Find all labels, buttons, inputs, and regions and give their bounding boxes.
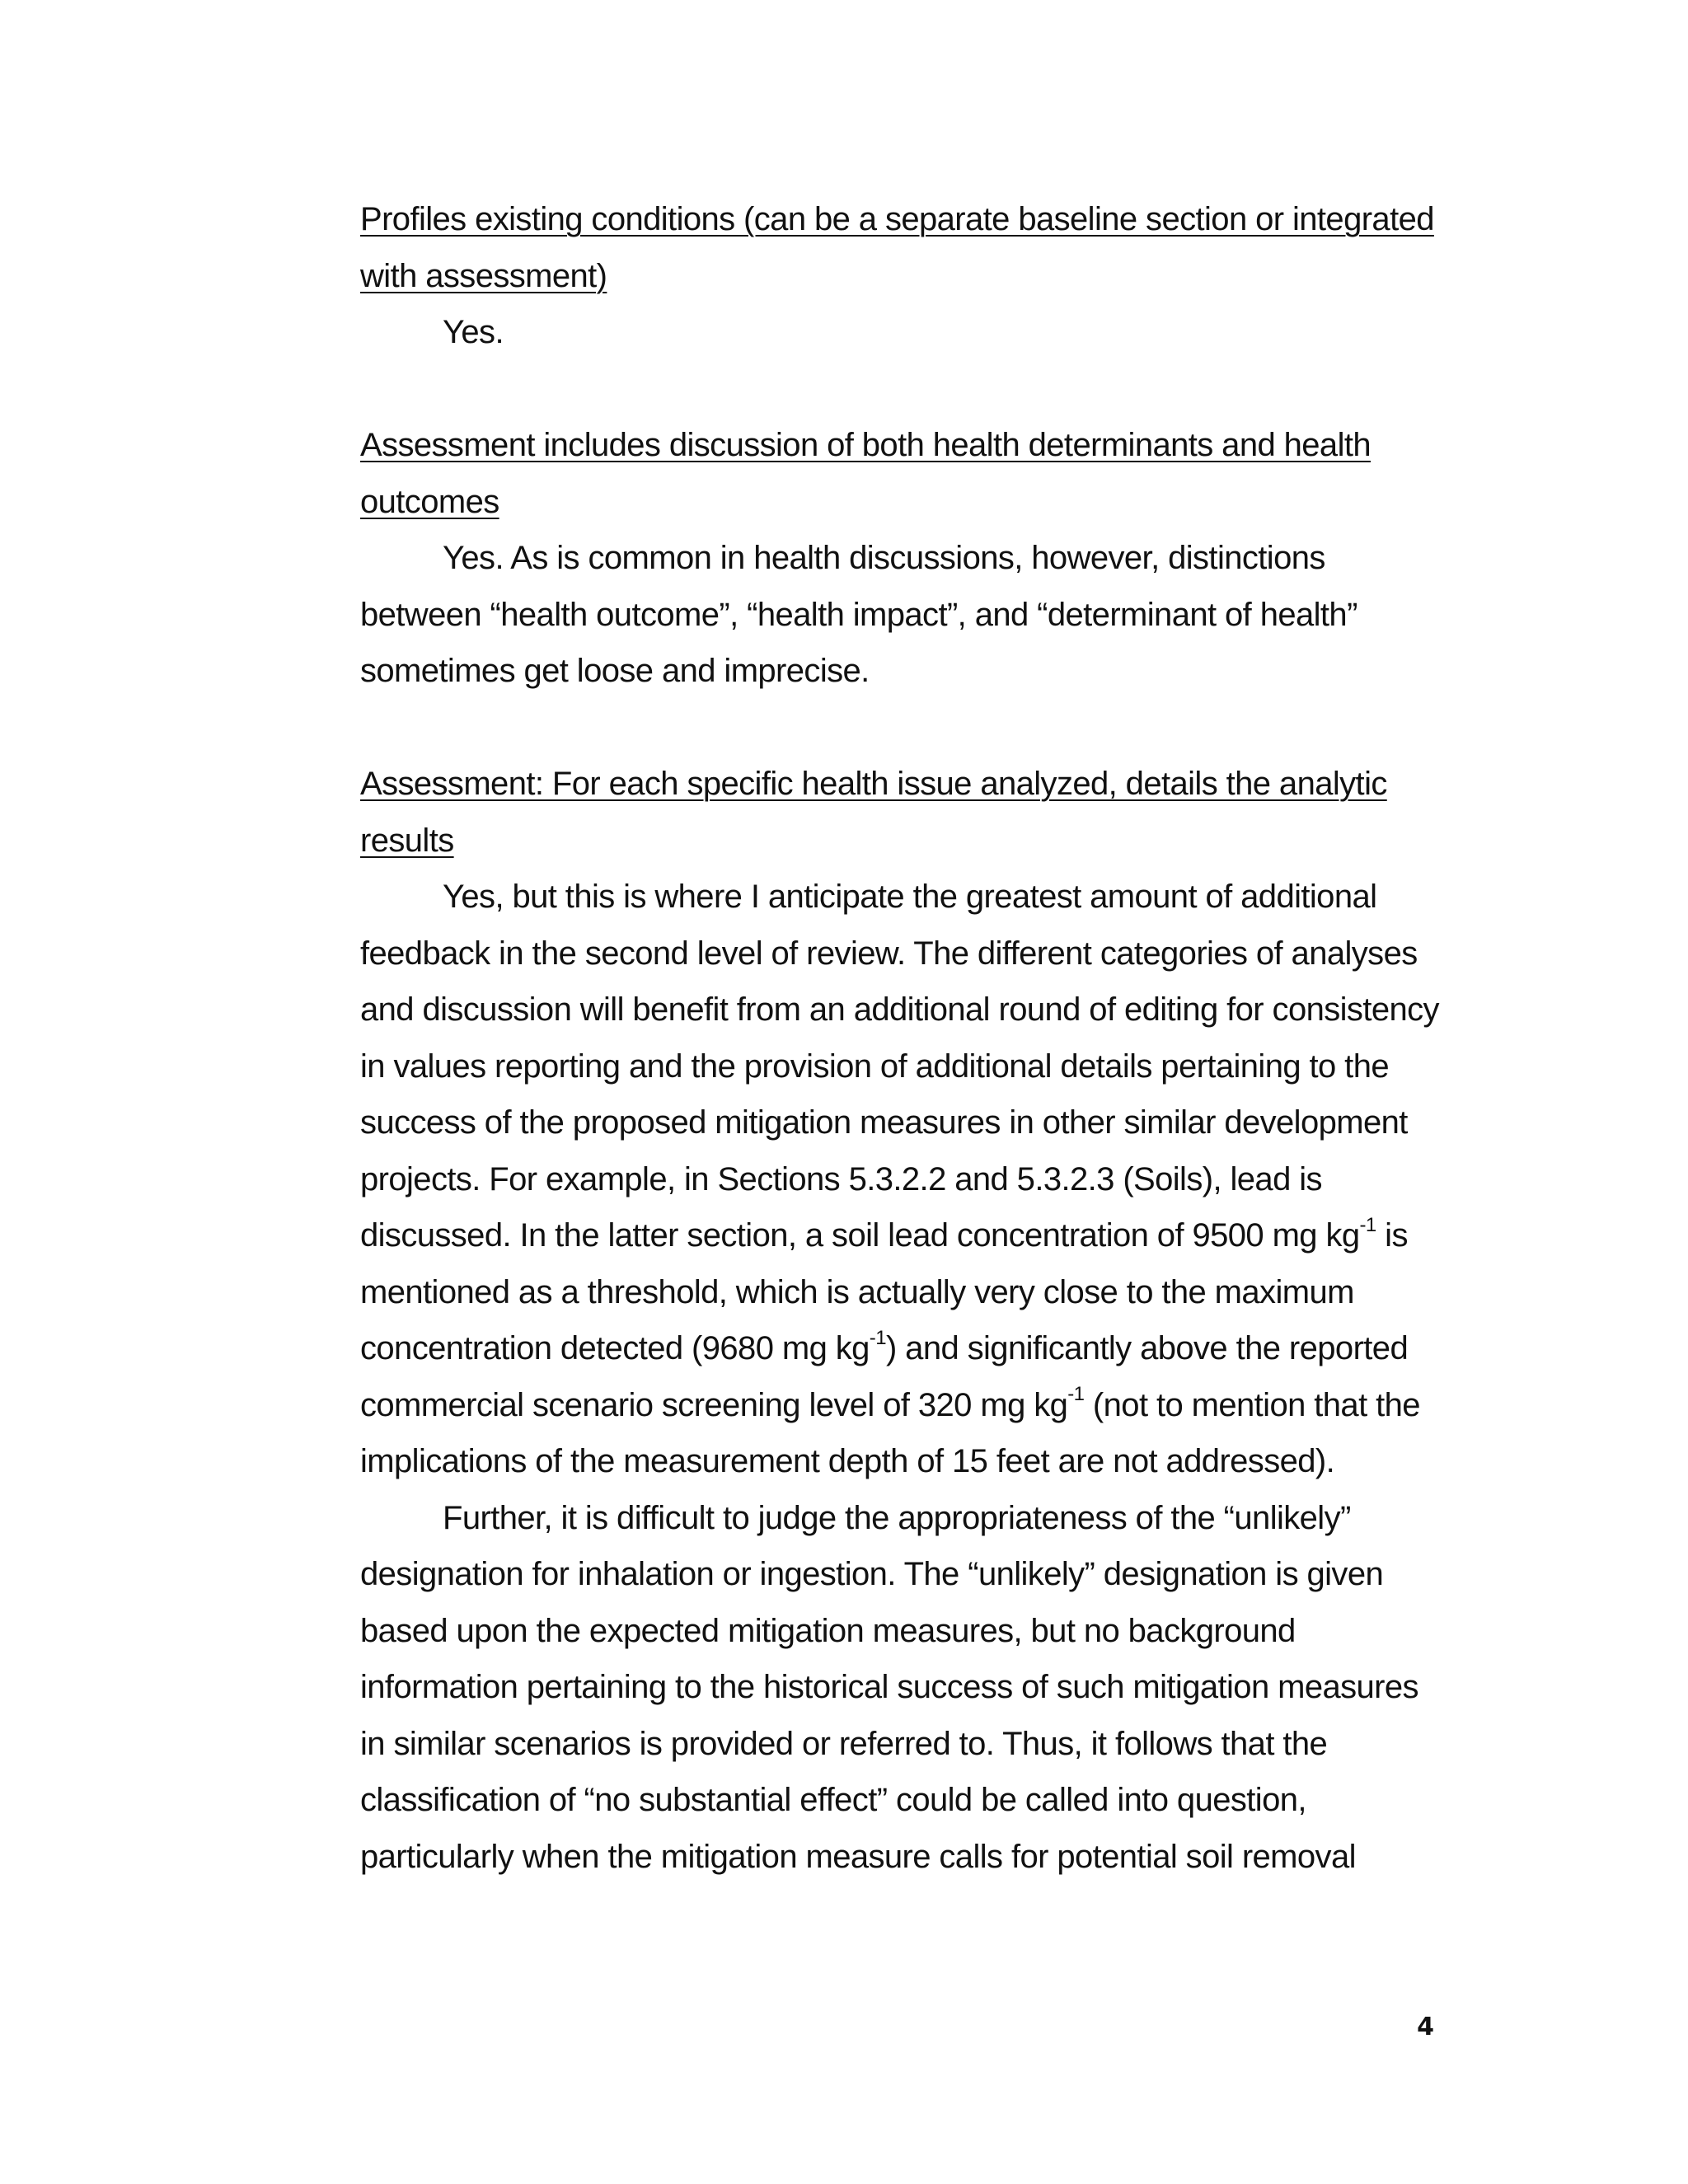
body-text: (not to mention that the implications of the measurement depth of 15 feet are not addressed). <box>360 1386 1420 1479</box>
section-paragraph-mitigation-designation: Further, it is difficult to judge the appropriateness of the “unlikely” designation for inhalation or ingestion. The “unlikely” designation is given based upon the expected mitigation measures, but no background information pertaining to the historical success of such mitigation measures in similar scenarios is provided or referred to. Thus, it follows that the classification of “no substantial effect” could be called into question, particularly when the mitigation measure calls for potential soil removal <box>360 1499 1418 1875</box>
section-answer-determinants-outcomes: Yes. As is common in health discussions, however, distinctions between “health outcome”, “health impact”, and “determinant of health” sometimes get loose and imprecise. <box>360 540 1357 689</box>
superscript-exponent: -1 <box>1359 1213 1376 1236</box>
body-text: is mentioned as a threshold, which is actually very close to the maximum concentration detected (9680 mg kg <box>360 1217 1408 1366</box>
page-number: 4 <box>1417 2013 1434 2041</box>
body-text: Yes, but this is where I anticipate the greatest amount of additional feedback in the second level of review. The different categories of analyses and discussion will benefit from an additional round of editing for consistency in values reporting and the provision of additional details pertaining to the success of the proposed mitigation measures in other similar development projects. For example, in Sections 5.3.2.2 and 5.3.2.3 (Soils), lead is discussed. In the latter section, a soil lead concentration of 9500 mg kg <box>360 879 1439 1254</box>
section-answer-analytic-results <box>360 869 1448 1490</box>
document-body <box>360 191 1448 1885</box>
body-text: ) and significantly above the reported commercial scenario screening level of 320 mg kg <box>360 1330 1409 1423</box>
section-spacer <box>360 361 1448 418</box>
section-spacer <box>360 700 1448 757</box>
section-heading-determinants-outcomes: Assessment includes discussion of both health determinants and health outcomes <box>360 427 1372 520</box>
section-answer-existing-conditions: Yes. <box>443 314 504 350</box>
superscript-exponent: -1 <box>1067 1383 1085 1406</box>
superscript-exponent: -1 <box>869 1326 886 1349</box>
section-heading-analytic-results: Assessment: For each specific health issue analyzed, details the analytic results <box>360 766 1387 859</box>
section-heading-existing-conditions: Profiles existing conditions (can be a separate baseline section or integrated with assessment) <box>360 201 1434 294</box>
